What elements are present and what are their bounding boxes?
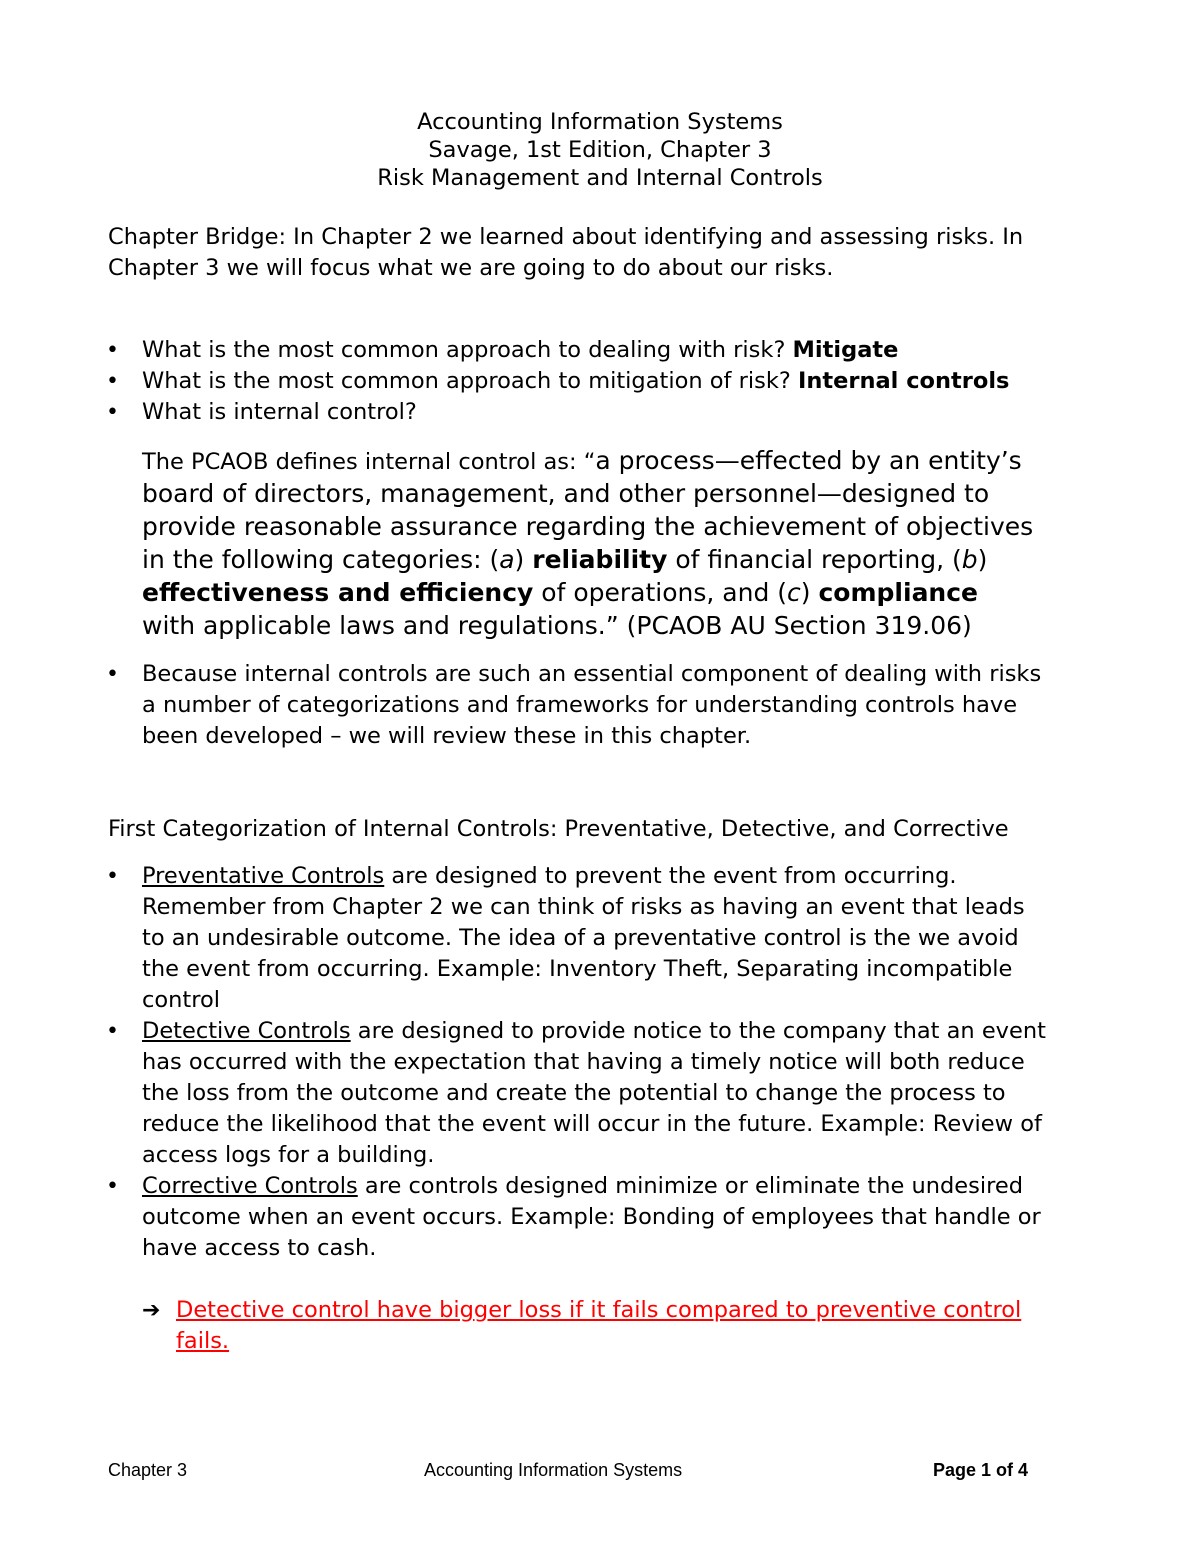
bullet-icon: • — [106, 1019, 119, 1044]
detective-line-3: the loss from the outcome and create the potential to change the process to — [142, 1080, 1006, 1106]
question-item — [142, 366, 1102, 397]
section-heading: First Categorization of Internal Controls: Preventative, Detective, and Corrective — [108, 816, 1009, 842]
chapter-bridge-line-2: Chapter 3 we will focus what we are going to do about our risks. — [108, 255, 834, 281]
definition-text: ) — [977, 545, 988, 574]
definition-text: in the following categories: ( — [142, 545, 500, 574]
preventative-line-5: control — [142, 987, 220, 1013]
question-text: What is the most common approach to mitigation of risk? — [142, 368, 798, 394]
bullet-icon: • — [106, 400, 119, 425]
preventative-text: are designed to prevent the event from occurring. — [384, 863, 957, 889]
document-subtitle-edition: Savage, 1st Edition, Chapter 3 — [428, 137, 772, 163]
definition-letter-c: c — [787, 578, 801, 607]
definition-quote-start: a process—effected by an entity’s — [595, 446, 1022, 475]
detective-line-4: reduce the likelihood that the event will occur in the future. Example: Review of — [142, 1111, 1042, 1137]
corrective-line-2: outcome when an event occurs. Example: Bonding of employees that handle or — [142, 1204, 1041, 1230]
question-text: What is internal control? — [142, 399, 417, 425]
definition-term-reliability: reliability — [532, 545, 668, 574]
essential-line-1: Because internal controls are such an essential component of dealing with risks — [142, 661, 1042, 687]
preventative-term: Preventative Controls — [142, 863, 385, 889]
definition-term-compliance: compliance — [818, 578, 979, 607]
document-subtitle-topic: Risk Management and Internal Controls — [377, 165, 823, 191]
definition-line-5 — [142, 576, 1102, 610]
chapter-bridge-line-1: Chapter Bridge: In Chapter 2 we learned about identifying and assessing risks. In — [108, 224, 1024, 250]
corrective-line-3: have access to cash. — [142, 1235, 377, 1261]
note-line-1: Detective control have bigger loss if it fails compared to preventive control — [176, 1297, 1022, 1323]
bullet-icon: • — [106, 864, 119, 889]
definition-line-4 — [142, 543, 1102, 577]
footer-chapter: Chapter 3 — [108, 1460, 188, 1480]
detective-line-5: access logs for a building. — [142, 1142, 435, 1168]
detective-text: are designed to provide notice to the company that an event — [350, 1018, 1046, 1044]
essential-line-3: been developed – we will review these in this chapter. — [142, 723, 752, 749]
definition-text: of operations, and ( — [533, 578, 788, 607]
definition-lead: The PCAOB defines internal control as: “ — [142, 449, 596, 475]
preventative-line-2: Remember from Chapter 2 we can think of risks as having an event that leads — [142, 894, 1025, 920]
bullet-icon: • — [106, 338, 119, 363]
arrow-right-icon: ➔ — [142, 1298, 161, 1323]
question-item — [142, 335, 1102, 366]
essential-line-2: a number of categorizations and frameworks for understanding controls have — [142, 692, 1018, 718]
detective-line-2: has occurred with the expectation that having a timely notice will both reduce — [142, 1049, 1025, 1075]
definition-text: ) — [514, 545, 533, 574]
definition-letter-a: a — [499, 545, 515, 574]
question-text: What is the most common approach to dealing with risk? — [142, 337, 793, 363]
definition-term-effectiveness: effectiveness and efficiency — [142, 578, 534, 607]
definition-text: ) — [800, 578, 819, 607]
footer-page-number: Page 1 of 4 — [933, 1460, 1029, 1480]
note-line-2: fails. — [176, 1328, 230, 1354]
question-answer: Internal controls — [797, 368, 1010, 394]
document-title: Accounting Information Systems — [417, 109, 783, 135]
definition-text: of financial reporting, ( — [667, 545, 962, 574]
detective-term: Detective Controls — [142, 1018, 351, 1044]
preventative-line-3: to an undesirable outcome. The idea of a preventative control is the we avoid — [142, 925, 1019, 951]
bullet-icon: • — [106, 1174, 119, 1199]
definition-line-1 — [142, 444, 1102, 480]
bullet-icon: • — [106, 662, 119, 687]
definition-letter-b: b — [961, 545, 978, 574]
corrective-line-1 — [142, 1171, 1102, 1202]
bullet-icon: • — [106, 369, 119, 394]
corrective-text: are controls designed minimize or eliminate the undesired — [357, 1173, 1024, 1199]
question-item — [142, 397, 1102, 428]
detective-line-1 — [142, 1016, 1102, 1047]
question-answer: Mitigate — [792, 337, 899, 363]
preventative-line-4: the event from occurring. Example: Inventory Theft, Separating incompatible — [142, 956, 1013, 982]
footer-title: Accounting Information Systems — [424, 1460, 683, 1480]
corrective-term: Corrective Controls — [142, 1173, 358, 1199]
definition-line-3: provide reasonable assurance regarding the achievement of objectives — [142, 512, 1034, 541]
definition-line-2: board of directors, management, and other personnel—designed to — [142, 479, 990, 508]
preventative-line-1 — [142, 861, 1102, 892]
definition-line-6: with applicable laws and regulations.” (PCAOB AU Section 319.06) — [142, 611, 972, 640]
